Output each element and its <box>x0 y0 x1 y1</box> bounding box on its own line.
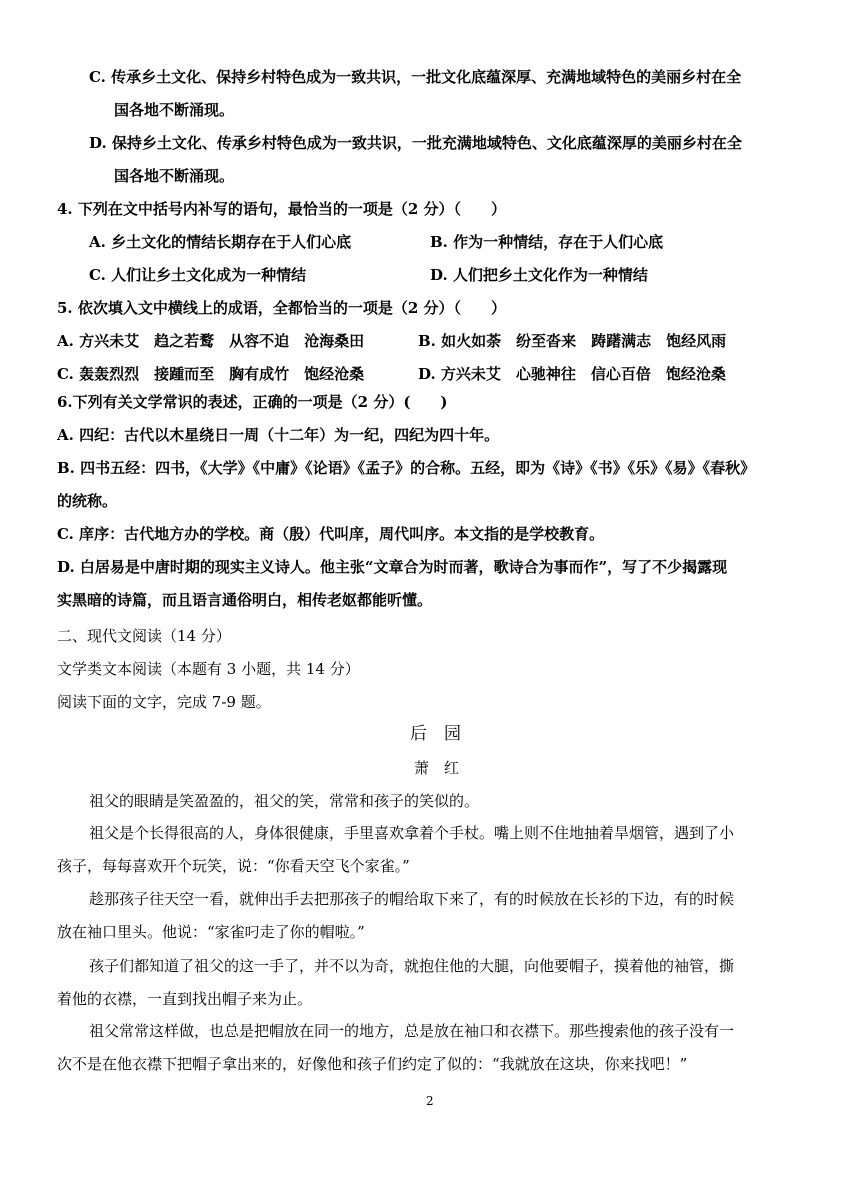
q4-option-c: C. 人们让乡土文化成为一种情结 <box>89 266 307 284</box>
passage-line: 着他的衣襟，一直到找出帽子来为止。 <box>57 990 313 1008</box>
reading-instruction: 阅读下面的文字，完成 7-9 题。 <box>57 693 271 711</box>
section-heading: 二、现代文阅读（14 分） <box>57 627 231 645</box>
passage-line: 趁那孩子往天空一看，就伸出手去把那孩子的帽给取下来了，有的时候放在长衫的下边，有的时候 <box>89 890 735 908</box>
q6-option-a: A. 四纪：古代以木星绕日一周（十二年）为一纪，四纪为四十年。 <box>57 426 500 444</box>
passage-author: 萧 红 <box>414 759 460 777</box>
passage-line: 孩子们都知道了祖父的这一手了，并不以为奇，就抱住他的大腿，向他要帽子，摸着他的袖管，撕 <box>89 957 735 975</box>
passage-line: 祖父常常这样做，也总是把帽放在同一的地方，总是放在袖口和衣襟下。那些搜索他的孩子没有一 <box>89 1022 735 1040</box>
q4-option-b: B. 作为一种情结，存在于人们心底 <box>430 233 664 251</box>
q6-option-b-line2: 的统称。 <box>57 492 118 510</box>
q5-option-c: C. 轰轰烈烈 接踵而至 胸有成竹 饱经沧桑 <box>57 365 365 383</box>
q6-option-c: C. 庠序：古代地方办的学校。商（殷）代叫庠，周代叫序。本文指的是学校教育。 <box>57 525 605 543</box>
section-subheading: 文学类文本阅读（本题有 3 小题，共 14 分） <box>57 660 360 678</box>
q3-option-d-line2: 国各地不断涌现。 <box>114 167 235 185</box>
passage-title: 后 园 <box>410 724 461 744</box>
q6-option-d-line1: D. 白居易是中唐时期的现实主义诗人。他主张“文章合为时而著，歌诗合为事而作”，写了不少揭露现 <box>57 558 728 576</box>
passage-line: 祖父是个长得很高的人，身体很健康，手里喜欢拿着个手杖。嘴上则不住地抽着旱烟管，遇到了小 <box>89 824 735 842</box>
passage-line: 次不是在他衣襟下把帽子拿出来的，好像他和孩子们约定了似的：“我就放在这块，你来找吧！” <box>57 1055 688 1073</box>
passage-line: 祖父的眼睛是笑盈盈的，祖父的笑，常常和孩子的笑似的。 <box>89 792 480 810</box>
q5-option-b: B. 如火如荼 纷至沓来 踌躇满志 饱经风雨 <box>418 332 727 350</box>
q4-option-a: A. 乡土文化的情结长期存在于人们心底 <box>89 233 352 251</box>
q5-stem: 5. 依次填入文中横线上的成语，全都恰当的一项是（2 分）（ ） <box>57 299 507 317</box>
q6-stem: 6.下列有关文学常识的表述，正确的一项是（2 分）( ) <box>57 393 448 411</box>
q5-option-a: A. 方兴未艾 趋之若鹜 从容不迫 沧海桑田 <box>57 332 365 350</box>
q3-option-d-line1: D. 保持乡土文化、传承乡村特色成为一致共识，一批充满地域特色、文化底蕴深厚的美丽乡村在全 <box>89 134 742 152</box>
q4-stem: 4. 下列在文中括号内补写的语句，最恰当的一项是（2 分）（ ） <box>57 200 507 218</box>
q3-option-c-line1: C. 传承乡土文化、保持乡村特色成为一致共识，一批文化底蕴深厚、充满地域特色的美丽乡村在全 <box>89 68 742 86</box>
q5-option-d: D. 方兴未艾 心驰神往 信心百倍 饱经沧桑 <box>418 365 726 383</box>
q3-option-c-line2: 国各地不断涌现。 <box>114 101 235 119</box>
q4-option-d: D. 人们把乡土文化作为一种情结 <box>430 266 648 284</box>
q6-option-b-line1: B. 四书五经：四书，《大学》《中庸》《论语》《孟子》的合称。五经，即为《诗》《书》《乐》《易》《春秋》 <box>57 459 756 477</box>
page-number: 2 <box>426 1094 434 1108</box>
passage-line: 放在袖口里头。他说：“家雀叼走了你的帽啦。” <box>57 923 365 941</box>
passage-line: 孩子，每每喜欢开个玩笑，说：“你看天空飞个家雀。” <box>57 857 410 875</box>
q6-option-d-line2: 实黑暗的诗篇，而且语言通俗明白，相传老妪都能听懂。 <box>57 591 433 609</box>
